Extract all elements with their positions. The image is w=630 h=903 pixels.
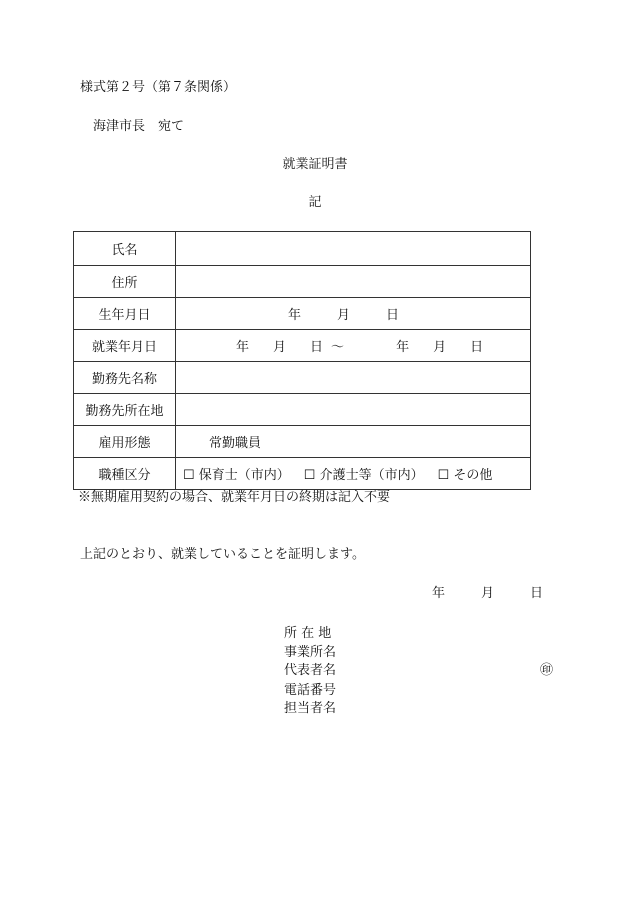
address-label: 住所 [74,266,176,298]
table-row [74,362,531,394]
workplace-address-field[interactable] [176,394,531,426]
day-unit: 日 [530,586,544,601]
document-title: 就業証明書 [282,157,348,172]
job-option-nursery-teacher-checkbox[interactable]: ☐ 保育士（市内） [183,468,290,483]
addressee: 海津市長 宛て [93,119,185,134]
seal-mark: ㊞ [540,663,554,678]
name-field[interactable] [176,232,531,266]
year-unit: 年 [432,586,446,601]
birth-date-label: 生年月日 [74,298,176,330]
certification-date[interactable] [432,586,543,602]
table-row [74,426,531,458]
start-month-unit: 月 [273,340,287,355]
table-row [74,458,531,490]
day-unit: 日 [386,308,400,323]
table-row [74,330,531,362]
issuer-contact-person-label: 担当者名 [284,701,337,716]
employment-type-label: 雇用形態 [74,426,176,458]
employment-period-label: 就業年月日 [74,330,176,362]
table-row [74,394,531,426]
job-option-caregiver-checkbox[interactable]: ☐ 介護士等（市内） [303,468,424,483]
end-day-unit: 日 [470,340,484,355]
ki-heading: 記 [308,195,322,210]
workplace-name-field[interactable] [176,362,531,394]
name-label: 氏名 [74,232,176,266]
period-tilde: ～ [331,340,345,355]
job-option-other-checkbox[interactable]: ☐ その他 [437,468,493,483]
birth-date-field[interactable] [176,298,531,330]
end-month-unit: 月 [433,340,447,355]
end-year-unit: 年 [396,340,410,355]
workplace-address-label: 勤務先所在地 [74,394,176,426]
start-day-unit: 日 [310,340,324,355]
month-unit: 月 [481,586,495,601]
employment-type-value: 常勤職員 [209,436,262,451]
table-row [74,266,531,298]
address-field[interactable] [176,266,531,298]
table-row [74,298,531,330]
employment-period-field[interactable] [176,330,531,362]
year-unit: 年 [288,308,302,323]
issuer-address-label: 所 在 地 [284,626,332,641]
certification-statement: 上記のとおり、就業していることを証明します。 [80,547,365,562]
note-text: ※無期雇用契約の場合、就業年月日の終期は記入不要 [78,490,391,505]
issuer-office-label: 事業所名 [284,645,337,660]
issuer-representative-label: 代表者名 [284,663,337,678]
issuer-phone-label: 電話番号 [284,683,337,698]
table-row [74,232,531,266]
workplace-name-label: 勤務先名称 [74,362,176,394]
start-year-unit: 年 [236,340,250,355]
form-number: 様式第２号（第７条関係） [80,80,237,95]
employment-type-field [176,426,531,458]
job-category-field [176,458,531,490]
certificate-table [73,231,531,490]
month-unit: 月 [337,308,351,323]
job-category-label: 職種区分 [74,458,176,490]
